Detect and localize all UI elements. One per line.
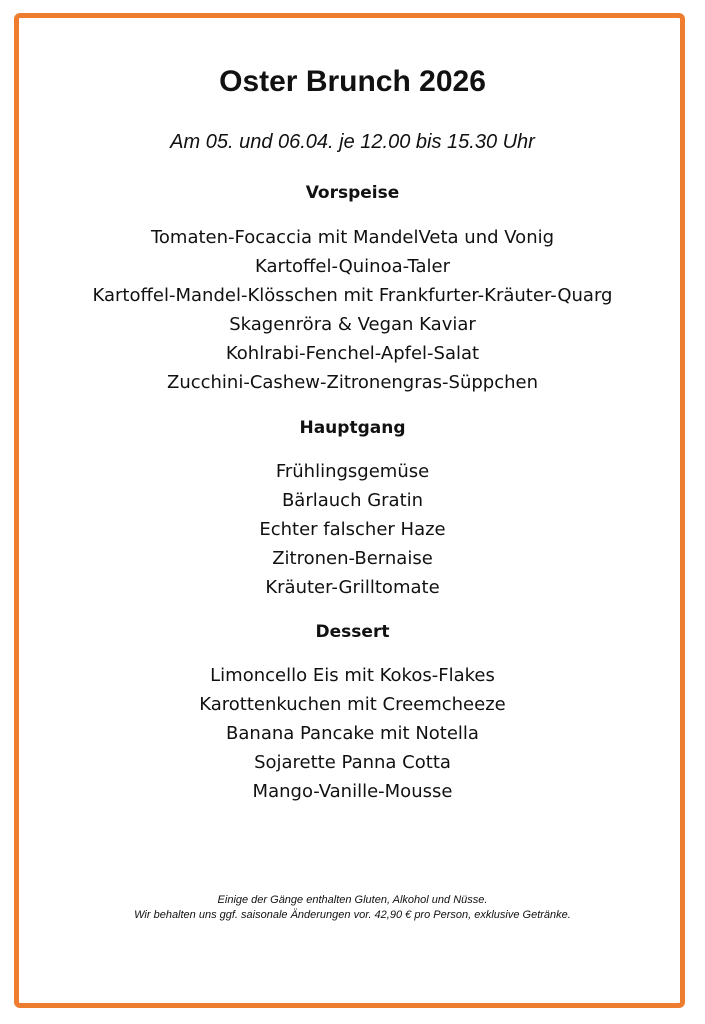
menu-title: Oster Brunch 2026 xyxy=(219,65,486,98)
menu-item: Skagenröra & Vegan Kaviar xyxy=(229,314,476,335)
menu-item: Kartoffel-Quinoa-Taler xyxy=(254,256,450,277)
menu-item: Zucchini-Cashew-Zitronengras-Süppchen xyxy=(166,372,539,393)
section-heading-dessert: Dessert xyxy=(315,622,390,642)
menu-item: Kräuter-Grilltomate xyxy=(265,577,440,598)
menu-item: Limoncello Eis mit Kokos-Flakes xyxy=(210,665,495,686)
menu-footer-note xyxy=(20,893,685,923)
menu-item: Mango-Vanille-Mousse xyxy=(252,781,453,802)
menu-item: Bärlauch Gratin xyxy=(281,490,424,511)
footer-allergen-note: Einige der Gänge enthalten Gluten, Alkohol und Nüsse. xyxy=(217,894,488,906)
menu-item: Kartoffel-Mandel-Klösschen mit Frankfurter-Kräuter-Quarg xyxy=(92,285,613,306)
vorspeise-list xyxy=(20,223,685,397)
hauptgang-list xyxy=(20,457,685,602)
dessert-list xyxy=(20,661,685,806)
menu-item: Kohlrabi-Fenchel-Apfel-Salat xyxy=(225,343,480,364)
menu-item: Banana Pancake mit Notella xyxy=(226,723,479,744)
section-heading-vorspeise: Vorspeise xyxy=(305,183,400,203)
menu-item: Echter falscher Haze xyxy=(259,519,446,540)
menu-item: Tomaten-Focaccia mit MandelVeta und Vonig xyxy=(150,227,555,248)
menu-item: Zitronen-Bernaise xyxy=(272,548,433,569)
menu-item: Sojarette Panna Cotta xyxy=(254,752,451,773)
menu-item: Karottenkuchen mit Creemcheeze xyxy=(199,694,506,715)
menu-date-time: Am 05. und 06.04. je 12.00 bis 15.30 Uhr xyxy=(170,131,535,153)
footer-price-note: Wir behalten uns ggf. saisonale Änderungen vor. 42,90 € pro Person, exklusive Getränke. xyxy=(134,909,571,921)
menu-item: Frühlingsgemüse xyxy=(275,461,430,482)
section-heading-hauptgang: Hauptgang xyxy=(299,418,406,438)
